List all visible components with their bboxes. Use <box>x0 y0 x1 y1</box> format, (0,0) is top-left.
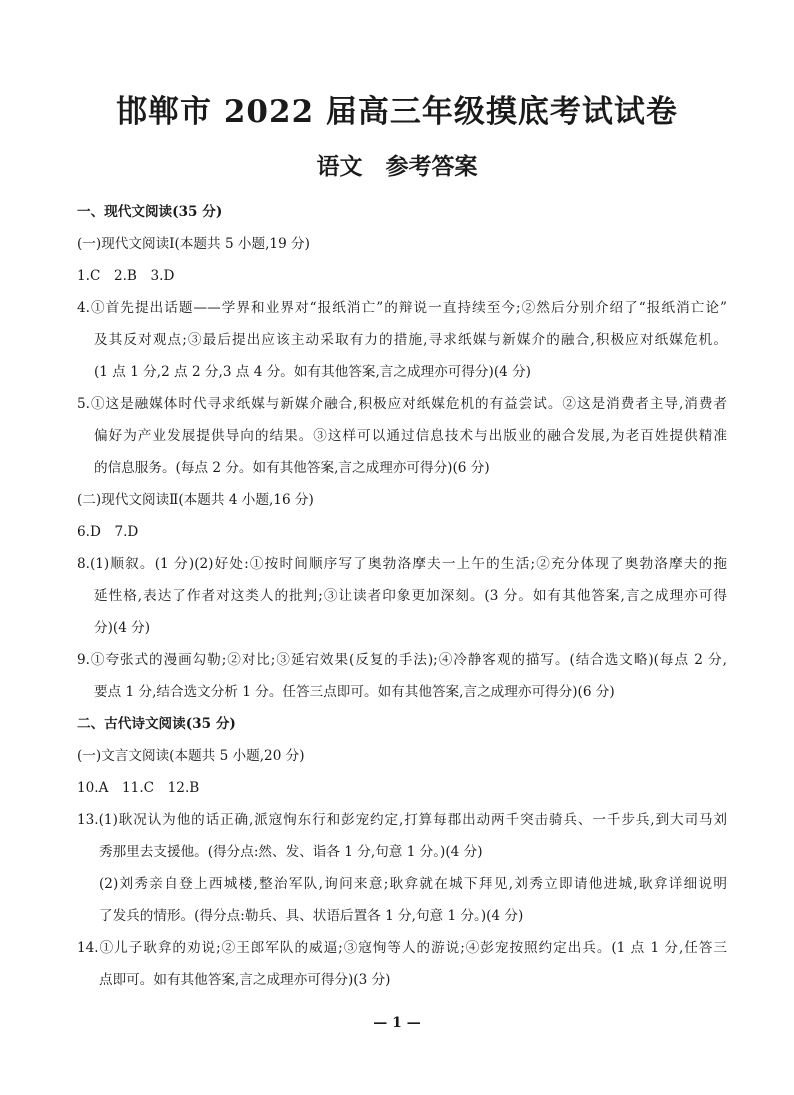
page-title: 邯郸市 2022 届高三年级摸底考试试卷 <box>116 94 678 130</box>
page-subtitle: 语文 参考答案 <box>316 153 478 180</box>
answer-q13-2-line1: (2)刘秀亲自登上西城楼,整治军队,询问来意;耿弇就在城下拜见,刘秀立即请他进城,耿弇详细说明 <box>99 876 727 892</box>
subsection-heading-modern-reading-2: (二)现代文阅读Ⅱ(本题共 4 小题,16 分) <box>77 492 314 508</box>
answer-q4-line2: 及其反对观点;③最后提出应该主动采取有力的措施,寻求纸媒与新媒介的融合,积极应对纸媒危机。 <box>94 332 727 348</box>
answer-q1-3: 1.C 2.B 3.D <box>77 268 175 284</box>
answer-q13-2-line2: 了发兵的情形。(得分点:勒兵、具、状语后置各 1 分,句意 1 分。)(4 分) <box>99 908 524 924</box>
subsection-heading-classical-prose: (一)文言文阅读(本题共 5 小题,20 分) <box>77 748 305 764</box>
answer-q6-7: 6.D 7.D <box>77 524 139 540</box>
section-heading-modern-reading: 一、现代文阅读(35 分) <box>77 204 223 220</box>
answer-q5-line2: 偏好为产业发展提供导向的结果。③这样可以通过信息技术与出版业的融合发展,为老百姓提供精准 <box>94 428 727 444</box>
answer-q13-1-line1: 13.(1)耿况认为他的话正确,派寇恂东行和彭宠约定,打算每郡出动两千突击骑兵、一千步兵,到大司马刘 <box>77 812 727 828</box>
answer-q4-line1: 4.①首先提出话题——学界和业界对“报纸消亡”的辩说一直持续至今;②然后分别介绍了“报纸消亡论” <box>77 300 727 316</box>
answer-q14-line1: 14.①儿子耿弇的劝说;②王郎军队的威逼;③寇恂等人的游说;④彭宠按照约定出兵。(1 点 1 分,任答三 <box>77 940 727 956</box>
answer-q10-12: 10.A 11.C 12.B <box>77 780 200 796</box>
answer-content <box>77 196 727 996</box>
answer-q9-line2: 要点 1 分,结合选文分析 1 分。任答三点即可。如有其他答案,言之成理亦可得分)(6 分) <box>94 684 615 700</box>
answer-q14-line2: 点即可。如有其他答案,言之成理亦可得分)(3 分) <box>99 972 391 988</box>
answer-q5-line3: 的信息服务。(每点 2 分。如有其他答案,言之成理亦可得分)(6 分) <box>94 460 490 476</box>
answer-q8-line3: 分)(4 分) <box>94 620 151 636</box>
answer-q8-line1: 8.(1)顺叙。(1 分)(2)好处:①按时间顺序写了奥勃洛摩夫一上午的生活;②充分体现了奥勃洛摩夫的拖 <box>77 556 727 572</box>
answer-q8-line2: 延性格,表达了作者对这类人的批判;③让读者印象更加深刻。(3 分。如有其他答案,言之成理亦可得 <box>94 588 727 604</box>
answer-q13-1-line2: 秀那里去支援他。(得分点:然、发、诣各 1 分,句意 1 分。)(4 分) <box>99 844 483 860</box>
answer-q4-line3: (1 点 1 分,2 点 2 分,3 点 4 分。如有其他答案,言之成理亦可得分)(4 分) <box>94 364 531 380</box>
subsection-heading-modern-reading-1: (一)现代文阅读Ⅰ(本题共 5 小题,19 分) <box>77 236 310 252</box>
answer-q5-line1: 5.①这是融媒体时代寻求纸媒与新媒介融合,积极应对纸媒危机的有益尝试。②这是消费者主导,消费者 <box>77 396 727 412</box>
page-number: — 1 — <box>373 1015 421 1031</box>
answer-q9-line1: 9.①夸张式的漫画勾勒;②对比;③延宕效果(反复的手法);④冷静客观的描写。(结合选文略)(每点 2 分, <box>77 652 727 668</box>
section-heading-classical-reading: 二、古代诗文阅读(35 分) <box>77 716 236 732</box>
